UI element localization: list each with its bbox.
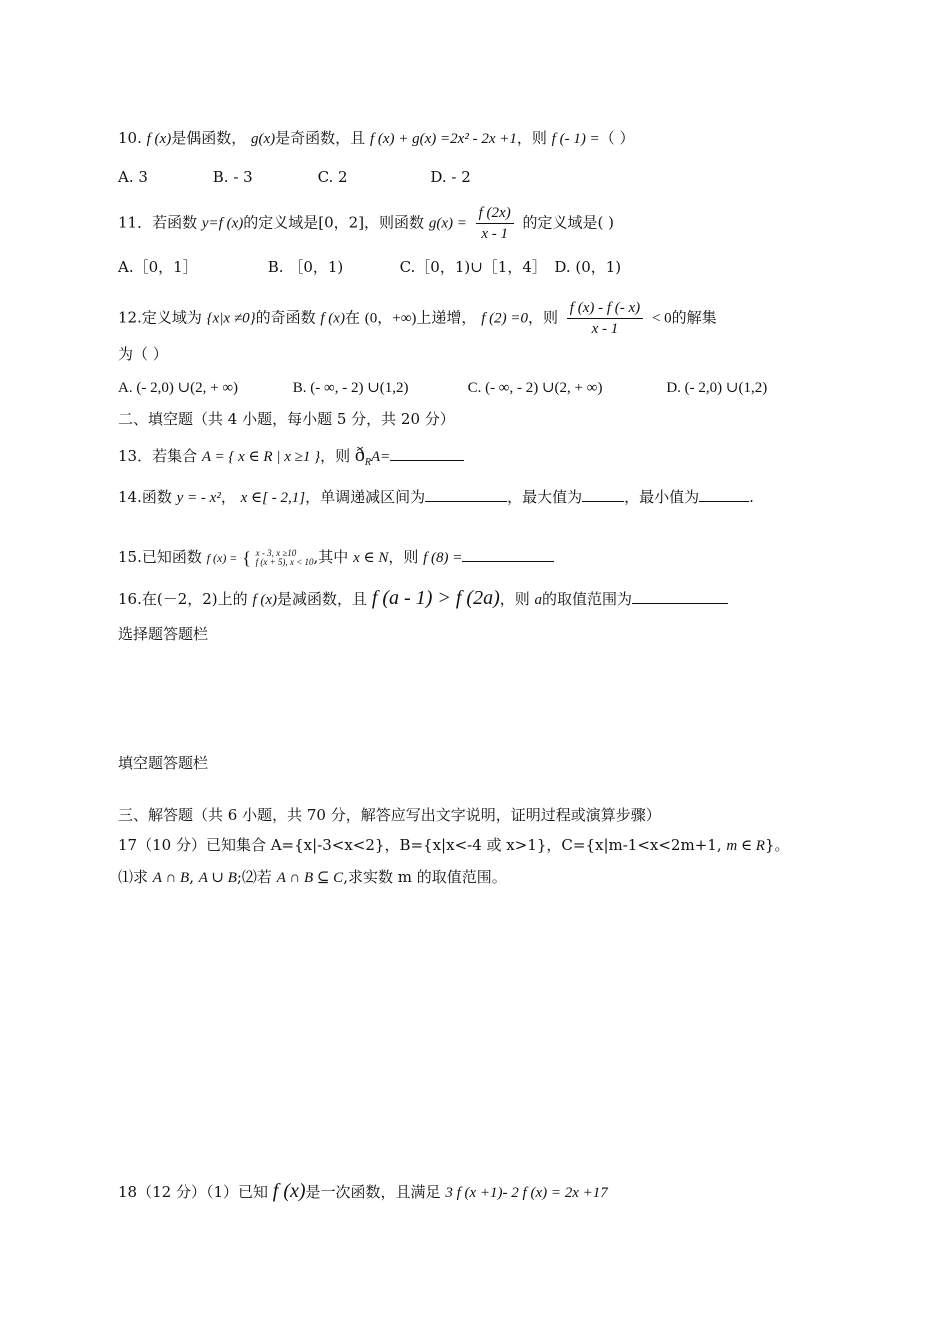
fraction-denominator: x - 1 <box>591 321 619 337</box>
math-function: y=f (x) <box>201 215 244 232</box>
fill-answer-area-label: 填空题答题栏 <box>118 754 209 772</box>
question-number: 11． <box>118 213 153 232</box>
question-17-line2 <box>118 866 507 889</box>
option-c: C. 2 <box>317 168 348 186</box>
question-number: 12. <box>118 308 142 327</box>
question-number: 13． <box>118 447 153 465</box>
question-15 <box>118 546 554 569</box>
question-text: 的定义域是[0，2]，则函数 <box>243 213 425 232</box>
math-function: y = - x² <box>176 490 221 506</box>
math-condition: f (2) =0 <box>481 310 528 327</box>
math-equation: f (x) + g(x) =2x² - 2x +1 <box>369 131 517 147</box>
question-text: 17（10 分）已知集合 A={x|-3<x<2}，B={x|x<-4 或 x>1}，C={x|m-1<x<2m+1, <box>118 836 722 854</box>
question-text: A= <box>371 449 391 465</box>
math-gx: g(x) = <box>428 215 467 232</box>
question-text: , <box>189 868 194 886</box>
option-a: A.［0，1］ <box>118 258 198 276</box>
question-text: ，最大值为 <box>507 488 583 506</box>
math-set: A = { x ∈ R | x ≥1 } <box>201 449 321 465</box>
question-text: 是减函数，且 <box>277 590 368 608</box>
fraction-numerator: f (x) - f (- x) <box>567 298 643 319</box>
math-inequality: f (a - 1) > f (2a) <box>371 587 500 609</box>
question-text: 18（12 分）（1）已知 <box>118 1183 268 1201</box>
question-text: 的定义域是( ) <box>522 213 614 232</box>
question-text: 是一次函数，且满足 <box>305 1183 441 1201</box>
question-text: ，则 <box>320 447 351 465</box>
math-union: A ∪ B <box>198 870 237 886</box>
answer-blank[interactable] <box>390 446 464 461</box>
question-number: 15. <box>118 548 142 566</box>
case-1: x - 3, x ≥10 <box>255 548 297 558</box>
section-2-heading: 二、填空题（共 4 小题，每小题 5 分，共 20 分） <box>118 410 455 428</box>
question-text: ,求实数 m 的取值范围。 <box>343 868 507 886</box>
complement-subscript: R <box>364 457 371 468</box>
question-17-line1 <box>118 834 790 857</box>
question-11-options <box>118 256 621 278</box>
section-3-heading: 三、解答题（共 6 小题，共 70 分，解答应写出文字说明，证明过程或演算步骤） <box>118 806 661 824</box>
question-text: ，则 <box>527 308 558 327</box>
case-2: f (x + 5), x < 10 <box>255 557 314 567</box>
option-d: D. (0，1) <box>554 258 622 276</box>
question-10 <box>118 127 634 150</box>
question-text: 的奇函数 <box>255 308 316 327</box>
question-text: 为（ ） <box>118 345 168 363</box>
math-gx: g(x) <box>251 131 276 147</box>
math-inequality: < 0 <box>651 310 672 327</box>
question-text: 是奇函数，且 <box>275 129 366 147</box>
brace-symbol: { <box>242 548 251 568</box>
question-text: . <box>749 488 754 506</box>
math-fx: f (x) <box>272 1180 306 1202</box>
option-c: C. (- ∞, - 2) ∪(2, + ∞) <box>467 380 603 396</box>
option-b: B. ［0，1) <box>267 258 344 276</box>
question-12-cont <box>118 343 168 365</box>
question-text: ⑴求 <box>118 868 149 886</box>
fraction-denominator: x - 1 <box>481 226 508 242</box>
question-number: 16. <box>118 590 142 608</box>
option-a: A. (- 2,0) ∪(2, + ∞) <box>118 380 239 396</box>
question-text: 是偶函数， <box>171 129 247 147</box>
question-10-options <box>118 166 471 188</box>
question-number: 14. <box>118 488 142 506</box>
question-text: ，最小值为 <box>624 488 700 506</box>
question-text: ，则 <box>388 548 419 566</box>
option-b: B. (- ∞, - 2) ∪(1,2) <box>292 380 409 396</box>
answer-blank-min[interactable] <box>699 487 749 502</box>
math-domain: x ∈[ - 2,1] <box>240 490 306 506</box>
question-text: 在(－2，2)上的 <box>141 590 248 608</box>
question-text: 函数 <box>141 488 172 506</box>
question-text: 上递增， <box>416 308 477 327</box>
answer-blank[interactable] <box>632 589 728 604</box>
piecewise-cases <box>256 549 314 567</box>
math-variable: a <box>534 592 543 608</box>
option-d: D. (- 2,0) ∪(1,2) <box>666 380 768 396</box>
answer-blank-max[interactable] <box>582 487 624 502</box>
math-subset: A ∩ B ⊆ C <box>276 870 344 886</box>
math-fx: f (x) <box>320 310 345 327</box>
question-text: 若函数 <box>152 213 198 232</box>
question-text: ，则 <box>516 129 547 147</box>
question-text: ;⑵若 <box>236 868 272 886</box>
choice-answer-area-label: 选择题答题栏 <box>118 625 209 643</box>
question-11 <box>118 203 614 244</box>
question-text: 的取值范围为 <box>542 590 633 608</box>
question-text: ，单调递减区间为 <box>305 488 426 506</box>
question-text: ,其中 <box>313 548 349 566</box>
question-text: ，则 <box>499 590 530 608</box>
math-fx: f (x) <box>146 131 172 147</box>
answer-paren: （ ） <box>599 129 635 147</box>
question-16 <box>118 587 728 611</box>
math-fx: f (x) <box>252 592 278 608</box>
question-18 <box>118 1180 608 1204</box>
math-fx: f (x) = <box>206 551 238 565</box>
math-interval: (0，+∞) <box>364 310 417 327</box>
math-intersection: A ∩ B <box>152 870 190 886</box>
question-number: 10. <box>118 129 142 147</box>
question-12 <box>118 298 717 339</box>
question-14 <box>118 486 754 509</box>
math-ask: f (- 1) = <box>551 131 600 147</box>
question-text: 定义域为 <box>141 308 202 327</box>
question-text: }。 <box>764 836 790 854</box>
question-13 <box>118 444 464 474</box>
math-ask: f (8) = <box>423 550 463 566</box>
fraction <box>567 298 643 339</box>
question-text: 若集合 <box>152 447 198 465</box>
math-condition: m ∈ R <box>726 838 765 854</box>
option-c: C.［0，1)∪［1，4］ <box>399 258 547 276</box>
fraction-numerator: f (2x) <box>476 203 514 224</box>
option-b: B. - 3 <box>212 168 253 186</box>
answer-blank[interactable] <box>462 547 554 562</box>
question-text: ， <box>220 488 236 506</box>
answer-blank-interval[interactable] <box>425 487 507 502</box>
math-set: {x|x ≠0} <box>206 310 256 327</box>
fraction <box>476 203 514 244</box>
option-a: A. 3 <box>118 168 148 186</box>
question-12-options <box>118 376 767 399</box>
math-condition: x ∈ N <box>353 550 389 566</box>
math-equation: 3 f (x +1)- 2 f (x) = 2x +17 <box>445 1185 608 1201</box>
question-text: 在 <box>344 308 360 327</box>
question-text: 已知函数 <box>141 548 202 566</box>
option-d: D. - 2 <box>430 168 471 186</box>
complement-symbol: ð <box>354 444 365 466</box>
question-text: 的解集 <box>671 308 717 327</box>
